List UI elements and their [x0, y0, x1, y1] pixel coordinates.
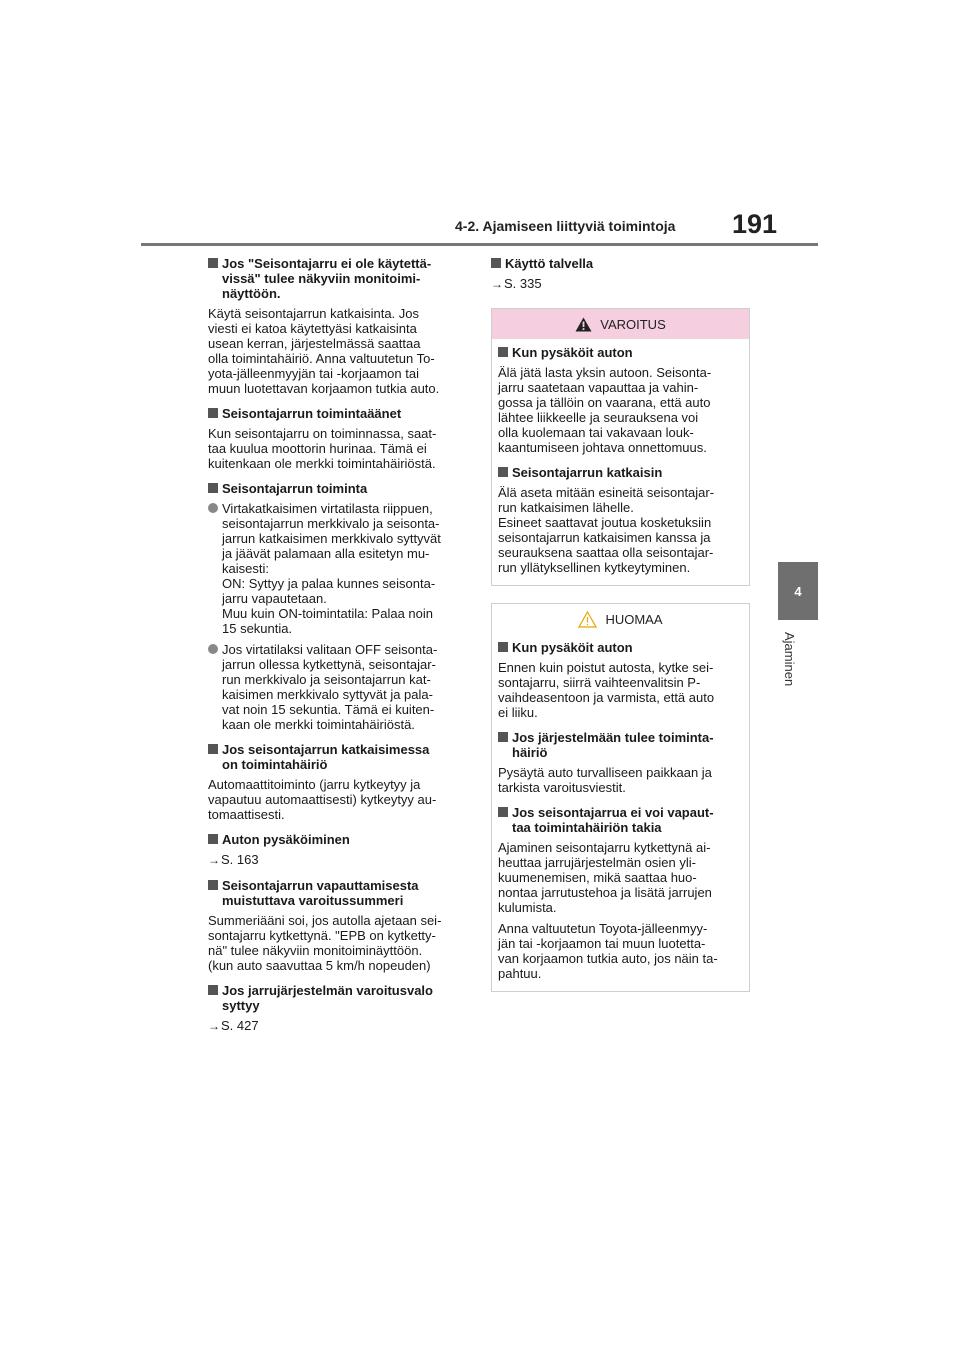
square-bullet-icon [208, 258, 218, 268]
warning-header [492, 309, 749, 339]
arrow-right-icon: → [208, 853, 220, 867]
section-winter-use [491, 256, 750, 292]
page-reference-link[interactable] [208, 1018, 470, 1034]
square-bullet-icon [208, 834, 218, 844]
notice-item-text: Pysäytä auto turvalliseen paikkaan ja tarkista varoitusviestit. [498, 765, 712, 795]
notice-item [498, 805, 743, 981]
square-bullet-icon [498, 642, 508, 652]
notice-item-heading: Kun pysäköit auton [512, 640, 633, 655]
list-item-text: Virtakatkaisimen virtatilasta riippuen, seisontajarrun merkkivalo ja seisonta- jarrun katkaisimen merkkivalo syttyvät ja jäävät palamaan alla esitetyn mu- kaisesti: ON: Syttyy ja palaa kunnes seisonta- jarru vapautetaan. Muu kuin ON-toimintatila: Palaa noin 15 sekuntia. [222, 501, 441, 636]
list-item [208, 501, 470, 636]
warning-box [491, 308, 750, 586]
section-heading: Seisontajarrun vapauttamisesta muistuttava varoitussummeri [222, 878, 419, 908]
page-reference-text: S. 427 [221, 1018, 259, 1033]
section-epb-operation [208, 481, 470, 732]
notice-item-text: Ajaminen seisontajarru kytkettynä ai- heuttaa jarrujärjestelmän osien yli- kuumenemisen, mikä saattaa huo- nontaa jarrutustehoa ja lisätä jarrujen kulumista. [498, 840, 712, 915]
section-text: Summeriääni soi, jos autolla ajetaan sei- sontajarru kytkettynä. "EPB on kytketty- nä" tulee näkyviin monitoiminäyttöön. (kun auto saavuttaa 5 km/h nopeuden) [208, 913, 442, 973]
left-column [208, 256, 470, 1044]
section-heading: Jos "Seisontajarru ei ole käytettä- vissä" tulee näkyviin monitoimi- näyttöön. [222, 256, 432, 301]
notice-header [492, 604, 749, 634]
square-bullet-icon [498, 807, 508, 817]
page-number: 191 [732, 209, 778, 239]
square-bullet-icon [208, 880, 218, 890]
chapter-label: Ajaminen [782, 632, 797, 687]
warning-item-heading: Seisontajarrun katkaisin [512, 465, 663, 480]
warning-title: VAROITUS [600, 316, 666, 332]
arrow-right-icon: → [208, 1019, 220, 1033]
section-brake-warning-light [208, 983, 470, 1034]
notice-title: HUOMAA [605, 611, 663, 627]
square-bullet-icon [498, 467, 508, 477]
section-switch-malfunction [208, 742, 470, 822]
header-divider [141, 243, 818, 246]
square-bullet-icon [498, 732, 508, 742]
notice-item-heading: Jos järjestelmään tulee toiminta- häiriö [512, 730, 714, 760]
section-operation-sounds [208, 406, 470, 471]
warning-triangle-icon [575, 317, 592, 332]
page-reference-text: S. 335 [504, 276, 542, 291]
arrow-right-icon: → [491, 277, 503, 291]
section-text: Kun seisontajarru on toiminnassa, saat- taa kuulua moottorin hurinaa. Tämä ei kuitenkaan ole merkki toimintahäiriöstä. [208, 426, 437, 471]
section-text: Käytä seisontajarrun katkaisinta. Jos viesti ei katoa käytettyäsi katkaisinta usean kerran, järjestelmässä saattaa olla toimintahäiriö. Anna valtuutetun To- yota-jälleenmyyjän tai -korjaamon tai muun luotettavan korjaamon tutkia auto. [208, 306, 440, 396]
caution-triangle-icon [578, 611, 597, 628]
square-bullet-icon [208, 408, 218, 418]
circle-bullet-icon [208, 503, 218, 513]
warning-item [498, 345, 743, 455]
warning-item-text: Älä aseta mitään esineitä seisontajar- run katkaisimen lähelle. Esineet saattavat joutua kosketuksiin seisontajarrun katkaisimen kanssa ja seurauksena saattaa olla seisontajar- run yllätyksellinen kytkeytyminen. [498, 485, 715, 575]
notice-item-text: Ennen kuin poistut autosta, kytke sei- sontajarru, siirrä vaihteenvalitsin P- vaihdeasentoon ja varmista, että auto ei liiku. [498, 660, 715, 720]
square-bullet-icon [208, 744, 218, 754]
chapter-number: 4 [794, 583, 802, 599]
square-bullet-icon [491, 258, 501, 268]
section-parking [208, 832, 470, 868]
section-heading: Seisontajarrun toimintaäänet [222, 406, 402, 421]
section-title: 4-2. Ajamiseen liittyviä toimintoja [455, 218, 676, 234]
chapter-tab [778, 562, 818, 620]
square-bullet-icon [208, 985, 218, 995]
section-epb-unavailable [208, 256, 470, 396]
list-item-text: Jos virtatilaksi valitaan OFF seisonta- jarrun ollessa kytkettynä, seisontajar- run merkkivalo ja seisontajarrun kat- kaisimen merkkivalo syttyvät ja pala- vat noin 15 sekuntia. Tämä ei kuiten- kaan ole merkki toimintahäiriöstä. [222, 642, 438, 732]
section-heading: Auton pysäköiminen [222, 832, 350, 847]
section-heading: Jos jarrujärjestelmän varoitusvalo syttyy [222, 983, 433, 1013]
square-bullet-icon [498, 347, 508, 357]
page-reference-link[interactable] [491, 276, 750, 292]
square-bullet-icon [208, 483, 218, 493]
section-text: Automaattitoiminto (jarru kytkeytyy ja vapautuu automaattisesti) kytkeytyy au- tomaattisesti. [208, 777, 437, 822]
warning-item-heading: Kun pysäköit auton [512, 345, 633, 360]
warning-item [498, 465, 743, 575]
circle-bullet-icon [208, 644, 218, 654]
section-reminder-buzzer [208, 878, 470, 973]
right-column [491, 256, 750, 992]
section-heading: Jos seisontajarrun katkaisimessa on toimintahäiriö [222, 742, 430, 772]
section-heading: Käyttö talvella [505, 256, 594, 271]
notice-item [498, 640, 743, 720]
list-item [208, 642, 470, 732]
warning-item-text: Älä jätä lasta yksin autoon. Seisonta- jarru saatetaan vapauttaa ja vahin- gossa ja tällöin on vaarana, että auto lähtee liikkeelle ja seurauksena voi olla kuolemaan tai vakavaan louk- kaantumiseen johtava onnettomuus. [498, 365, 712, 455]
page-reference-link[interactable] [208, 852, 470, 868]
notice-box [491, 603, 750, 992]
notice-item [498, 730, 743, 795]
section-heading: Seisontajarrun toiminta [222, 481, 368, 496]
page-reference-text: S. 163 [221, 852, 259, 867]
notice-item-heading: Jos seisontajarrua ei voi vapaut- taa toimintahäiriön takia [512, 805, 714, 835]
notice-item-text: Anna valtuutetun Toyota-jälleenmyy- jän tai -korjaamon tai muun luotetta- van korjaamon tutkia auto, jos näin ta- pahtuu. [498, 921, 718, 981]
